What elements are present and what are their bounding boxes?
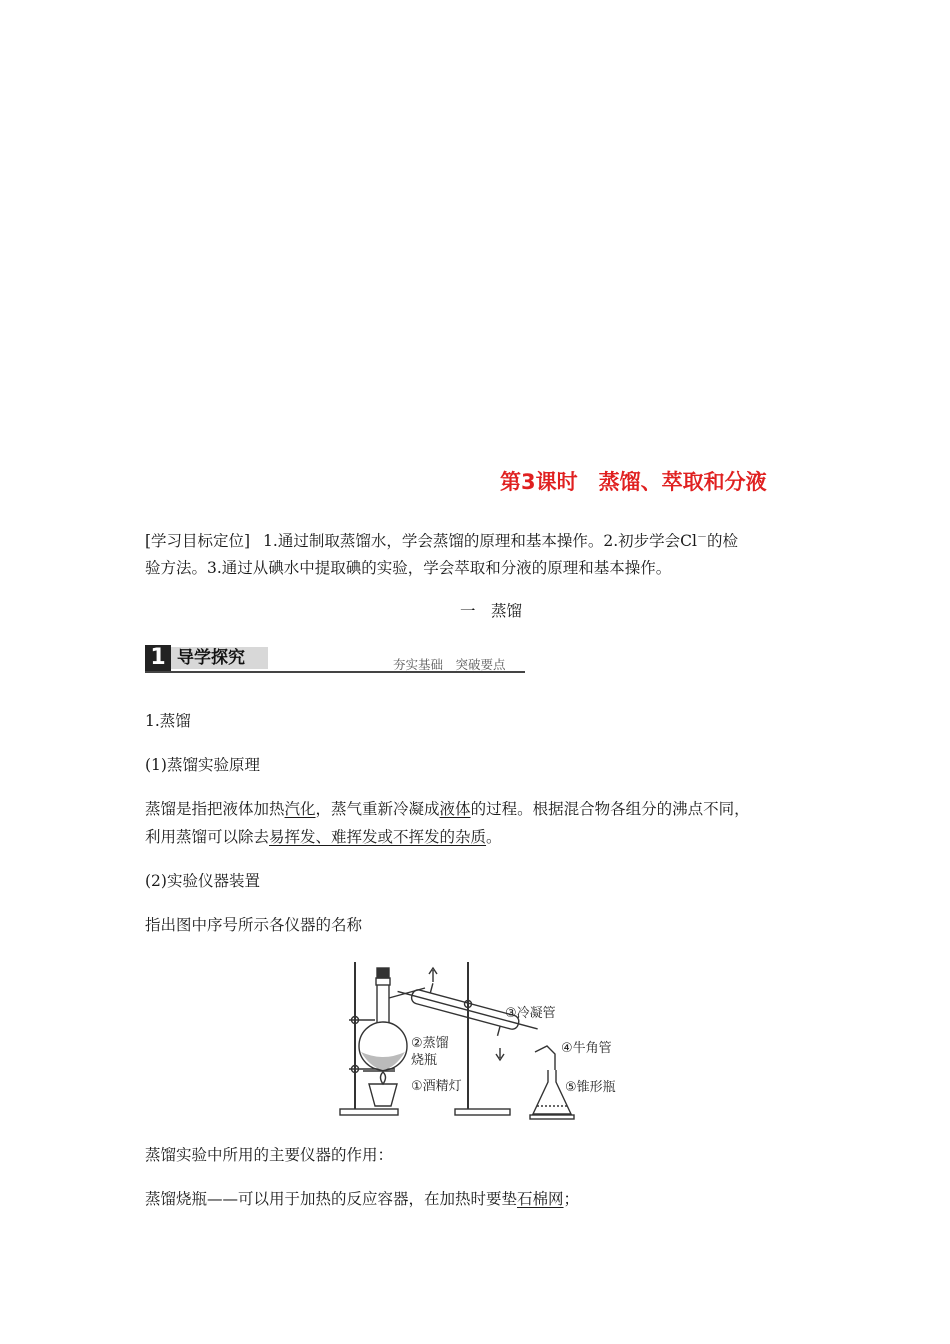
text-run: 蒸馏烧瓶——可以用于加热的反应容器，在加热时要垫 [145,1190,518,1208]
label-flask-1: ②蒸馏 [411,1035,449,1050]
stopper [376,978,390,985]
banner-subtitle: 夯实基础 突破要点 [393,657,506,672]
answer-vaporize: 汽化 [284,800,316,818]
uses-heading: 蒸馏实验中所用的主要仪器的作用： [145,1146,394,1164]
adapter [535,1046,555,1070]
label-flask-2: 烧瓶 [411,1052,438,1067]
water-out-arrow [429,968,437,982]
figure-instruction: 指出图中序号所示各仪器的名称 [145,916,363,934]
right-stand-base [455,1109,510,1115]
objectives-line-2: 验方法。3.通过从碘水中提取碘的实验，学会萃取和分液的原理和基本操作。 [145,559,672,577]
alcohol-lamp [369,1084,397,1106]
flame [381,1072,386,1084]
answer-asbestos-gauze: 石棉网 [517,1190,564,1208]
label-lamp: ①酒精灯 [411,1078,462,1093]
water-in-arrow [496,1048,504,1060]
section-heading: 一 蒸馏 [460,602,523,620]
banner-number: 1 [145,645,171,671]
label-adapter: ④牛角管 [561,1040,612,1055]
answer-liquid: 液体 [439,800,471,818]
text-run: ； [563,1190,580,1208]
label-conical: ⑤锥形瓶 [565,1079,616,1094]
page-title: 第3课时 蒸馏、萃取和分液 [500,470,767,494]
objectives-line-1 [145,523,738,556]
item-distillation: 1.蒸馏 [145,712,191,730]
text-run: ，蒸气重新冷凝成 [315,800,440,818]
conical-base [530,1115,574,1119]
flask-liquid [361,1052,405,1070]
left-stand-base [340,1109,398,1115]
objectives-label: [学习目标定位] [145,532,251,551]
flask-neck [377,985,389,1023]
sub-apparatus: (2)实验仪器装置 [145,872,260,890]
text-run: 利用蒸馏可以除去 [145,828,270,846]
paragraph-principle-2 [145,822,502,852]
text-run: 。 [486,828,502,846]
chloride-charge: － [696,532,707,543]
chloride-symbol: Cl [680,532,697,551]
banner-label: 导学探究 [171,647,268,669]
paragraph-principle-1 [145,794,750,824]
label-condenser: ③冷凝管 [505,1005,556,1020]
distillation-apparatus-figure [335,958,625,1123]
sub-principle: (1)蒸馏实验原理 [145,756,260,774]
objectives-text-1a: 1.通过制取蒸馏水，学会蒸馏的原理和基本操作。2.初步学会 [263,532,681,551]
text-run: 蒸馏是指把液体加热 [145,800,285,818]
thermometer-stopper [377,968,389,978]
use-distillation-flask [145,1184,579,1214]
objectives-text-1c: 的检 [706,532,738,551]
text-run: 的过程。根据混合物各组分的沸点不同， [470,800,750,818]
answer-impurities: 易挥发、难挥发或不挥发的杂质 [269,828,487,846]
